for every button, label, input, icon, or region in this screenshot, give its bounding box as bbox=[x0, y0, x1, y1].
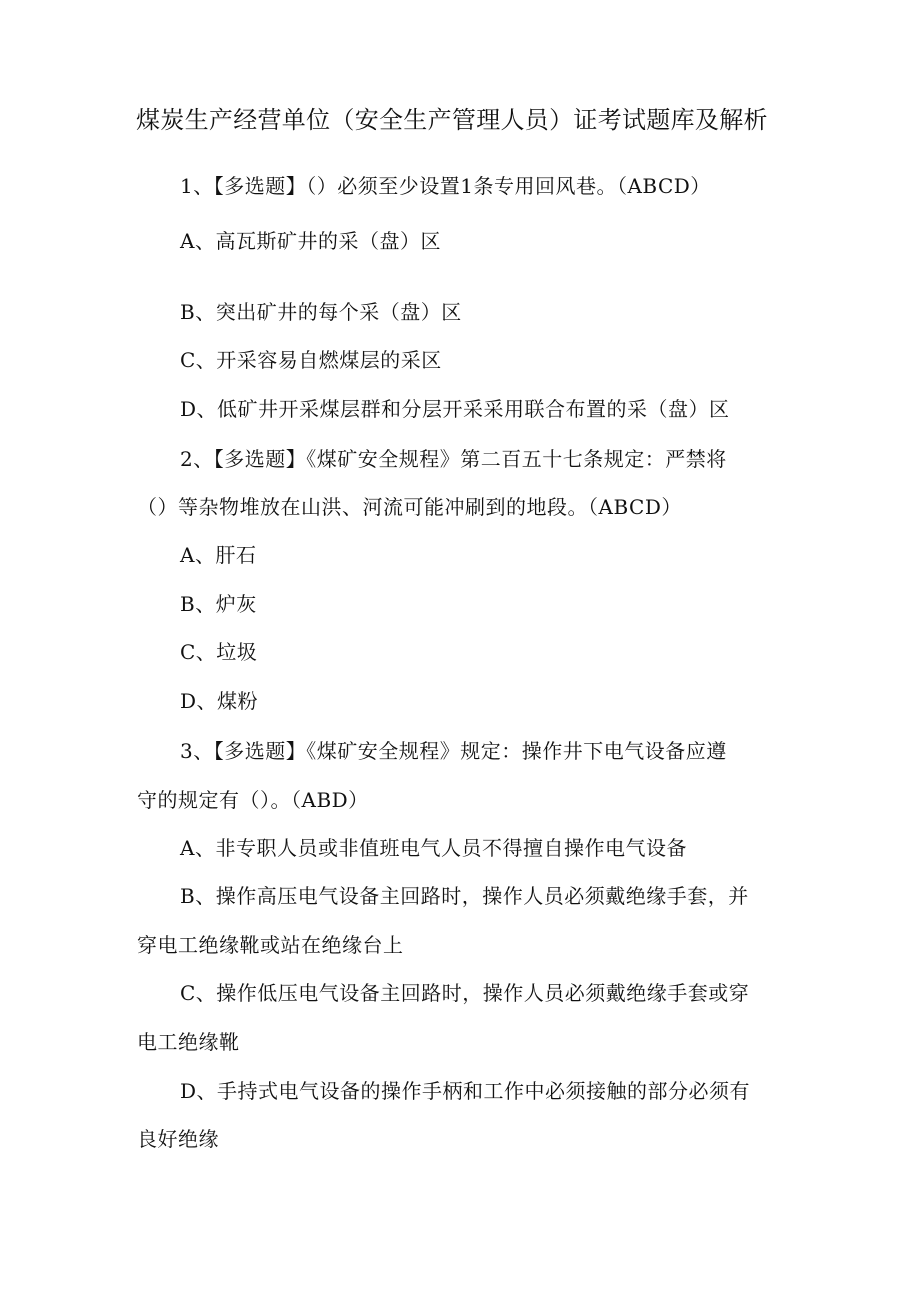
question-1-option-a: A、高瓦斯矿井的采（盘）区 bbox=[180, 229, 441, 253]
question-3-option-c-line-2: 电工绝缘靴 bbox=[137, 1030, 240, 1054]
question-2-option-a: A、肝石 bbox=[180, 543, 257, 567]
question-1-option-b: B、突出矿井的每个采（盘）区 bbox=[180, 300, 462, 324]
question-1-option-d: D、低矿井开采煤层群和分层开采采用联合布置的采（盘）区 bbox=[180, 397, 730, 421]
question-3-text-line-2: 守的规定有（）。（ABD） bbox=[137, 788, 369, 812]
question-2-text-line-1: 2、【多选题】《煤矿安全规程》第二百五十七条规定：严禁将 bbox=[180, 447, 727, 471]
question-3-option-b-line-1: B、操作高压电气设备主回路时，操作人员必须戴绝缘手套，并 bbox=[180, 884, 749, 908]
question-2-option-d: D、煤粉 bbox=[180, 689, 259, 713]
question-1-text: 1、【多选题】（）必须至少设置1条专用回风巷。（ABCD） bbox=[180, 174, 711, 198]
question-3-text-line-1: 3、【多选题】《煤矿安全规程》规定：操作井下电气设备应遵 bbox=[180, 739, 727, 763]
question-3-option-d-line-1: D、手持式电气设备的操作手柄和工作中必须接触的部分必须有 bbox=[180, 1079, 751, 1103]
question-2-text-line-2: （）等杂物堆放在山洪、河流可能冲刷到的地段。（ABCD） bbox=[137, 495, 682, 519]
document-title: 煤炭生产经营单位（安全生产管理人员）证考试题库及解析 bbox=[136, 106, 768, 134]
question-3-option-b-line-2: 穿电工绝缘靴或站在绝缘台上 bbox=[137, 933, 404, 957]
question-3-option-d-line-2: 良好绝缘 bbox=[137, 1127, 219, 1151]
question-2-option-b: B、炉灰 bbox=[180, 592, 257, 616]
question-2-option-c: C、垃圾 bbox=[180, 640, 258, 664]
question-3-option-a: A、非专职人员或非值班电气人员不得擅自操作电气设备 bbox=[180, 836, 687, 860]
question-1-option-c: C、开采容易自燃煤层的采区 bbox=[180, 348, 442, 372]
question-3-option-c-line-1: C、操作低压电气设备主回路时，操作人员必须戴绝缘手套或穿 bbox=[180, 981, 750, 1005]
